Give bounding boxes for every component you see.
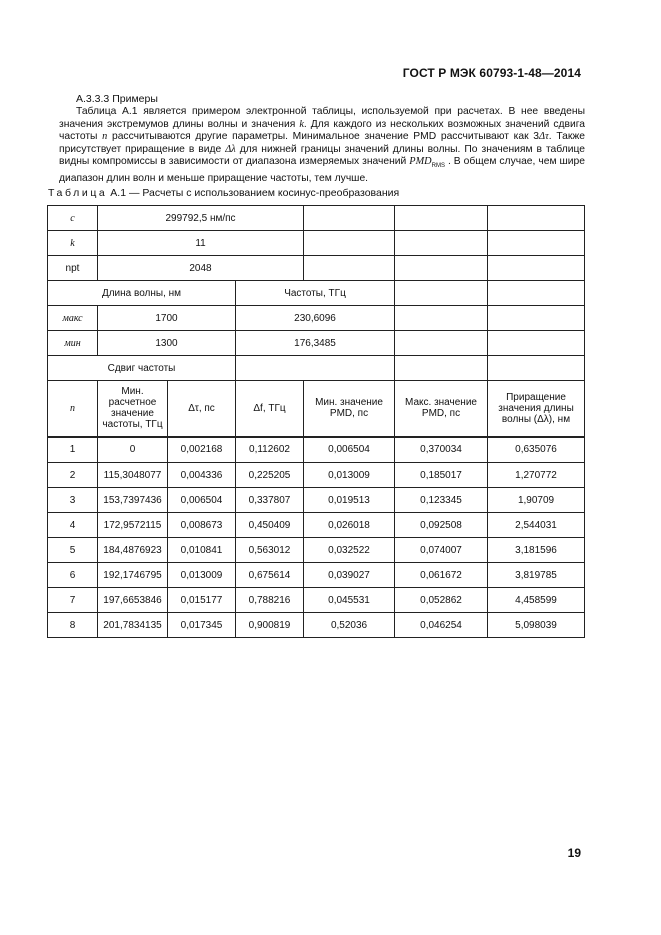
table-row	[48, 488, 585, 513]
table-row	[48, 563, 585, 588]
table-cell: 0,900819	[236, 613, 304, 638]
max-label: макс	[48, 306, 98, 331]
table-cell: 0,006504	[168, 488, 236, 513]
table-cell: 0,52036	[304, 613, 395, 638]
col-min-pmd-header: Мин. значение PMD, пс	[304, 381, 395, 437]
table-cell: 0,019513	[304, 488, 395, 513]
wavelength-header: Длина волны, нм	[48, 281, 236, 306]
table-cell: 0,185017	[395, 463, 488, 488]
table-cell: 0,563012	[236, 538, 304, 563]
table-cell: 0,074007	[395, 538, 488, 563]
table-cell: 0,006504	[304, 437, 395, 463]
min-frequency: 176,3485	[236, 331, 395, 356]
table-row	[48, 437, 585, 463]
col-max-pmd-header: Макс. значение PMD, пс	[395, 381, 488, 437]
param-row-npt	[48, 256, 585, 281]
table-row	[48, 513, 585, 538]
table-cell: 0,092508	[395, 513, 488, 538]
frequency-shift-label: Сдвиг частоты	[48, 356, 236, 381]
max-wavelength: 1700	[98, 306, 236, 331]
range-header-row	[48, 281, 585, 306]
table-cell: 0,013009	[304, 463, 395, 488]
table-cell: 0,225205	[236, 463, 304, 488]
param-c-label: c	[48, 206, 98, 231]
table-cell: 3,819785	[488, 563, 585, 588]
table-cell: 0,010841	[168, 538, 236, 563]
table-caption: Таблица А.1 — Расчеты с использованием косинус-преобразования	[48, 187, 400, 199]
table-cell: 2	[48, 463, 98, 488]
body-paragraph: Таблица А.1 является примером электронной таблицы, используемой при расчетах. В нее введены значения экстремумов длины волны и значения k. Для каждого из нескольких возможных значений сдвига частоты n рассчитываются другие параметры. Минимальное значение PMD рассчитывают как 3Δτ. Также присутствует приращение в виде Δλ для нижней границы значений длины волны. По значениям в таблице видны компромиссы в зависимости от диапазона измеряемых значений $PMD_{RMS}$ . В общем случае, чем шире диапазон длин волн и меньше приращение частоты, тем лучше.	[59, 106, 585, 185]
table-cell: 0,450409	[236, 513, 304, 538]
table-cell: 0,635076	[488, 437, 585, 463]
param-k-value: 11	[98, 231, 304, 256]
document-code: ГОСТ Р МЭК 60793-1-48—2014	[402, 66, 581, 80]
table-cell: 0,675614	[236, 563, 304, 588]
table-cell: 5	[48, 538, 98, 563]
table-cell: 8	[48, 613, 98, 638]
table-cell: 1,90709	[488, 488, 585, 513]
table-row	[48, 538, 585, 563]
table-cell: 0,045531	[304, 588, 395, 613]
col-n-header: n	[48, 381, 98, 437]
table-cell: 0,123345	[395, 488, 488, 513]
table-cell: 0,061672	[395, 563, 488, 588]
table-cell: 0,046254	[395, 613, 488, 638]
table-cell: 1	[48, 437, 98, 463]
table-cell: 5,098039	[488, 613, 585, 638]
param-row-k	[48, 231, 585, 256]
table-cell: 0,026018	[304, 513, 395, 538]
table-row	[48, 588, 585, 613]
table-cell: 0,015177	[168, 588, 236, 613]
table-row	[48, 463, 585, 488]
table-cell: 0,337807	[236, 488, 304, 513]
table-cell: 115,3048077	[98, 463, 168, 488]
page-number: 19	[567, 846, 581, 860]
param-row-c	[48, 206, 585, 231]
range-max-row	[48, 306, 585, 331]
table-cell: 1,270772	[488, 463, 585, 488]
table-cell: 4	[48, 513, 98, 538]
column-header-row	[48, 381, 585, 437]
table-cell: 201,7834135	[98, 613, 168, 638]
table-cell: 0,788216	[236, 588, 304, 613]
col-dtau-header: Δτ, пс	[168, 381, 236, 437]
table-cell: 0,052862	[395, 588, 488, 613]
table-cell: 0,039027	[304, 563, 395, 588]
table-cell: 0,002168	[168, 437, 236, 463]
table-cell: 0,013009	[168, 563, 236, 588]
table-cell: 6	[48, 563, 98, 588]
table-cell: 0,370034	[395, 437, 488, 463]
col-df-header: Δf, ТГц	[236, 381, 304, 437]
table-cell: 4,458599	[488, 588, 585, 613]
param-k-label: k	[48, 231, 98, 256]
frequency-header: Частоты, ТГц	[236, 281, 395, 306]
min-wavelength: 1300	[98, 331, 236, 356]
table-cell: 3,181596	[488, 538, 585, 563]
table-cell: 7	[48, 588, 98, 613]
max-frequency: 230,6096	[236, 306, 395, 331]
min-label: мин	[48, 331, 98, 356]
table-cell: 153,7397436	[98, 488, 168, 513]
section-title: А.3.3.3 Примеры	[76, 93, 158, 105]
param-c-value: 299792,5 нм/пс	[98, 206, 304, 231]
table-cell: 3	[48, 488, 98, 513]
table-cell: 0,004336	[168, 463, 236, 488]
table-cell: 0,008673	[168, 513, 236, 538]
table-cell: 0	[98, 437, 168, 463]
table-cell: 0,112602	[236, 437, 304, 463]
table-cell: 2,544031	[488, 513, 585, 538]
table-cell: 192,1746795	[98, 563, 168, 588]
param-npt-label: npt	[48, 256, 98, 281]
calculation-table	[47, 205, 585, 638]
table-cell: 0,032522	[304, 538, 395, 563]
shift-row	[48, 356, 585, 381]
col-min-freq-header: Мин. расчетное значение частоты, ТГц	[98, 381, 168, 437]
table-cell: 197,6653846	[98, 588, 168, 613]
range-min-row	[48, 331, 585, 356]
table-cell: 184,4876923	[98, 538, 168, 563]
table-cell: 0,017345	[168, 613, 236, 638]
table-row	[48, 613, 585, 638]
param-npt-value: 2048	[98, 256, 304, 281]
col-dlambda-header: Приращение значения длины волны (Δλ), нм	[488, 381, 585, 437]
table-cell: 172,9572115	[98, 513, 168, 538]
